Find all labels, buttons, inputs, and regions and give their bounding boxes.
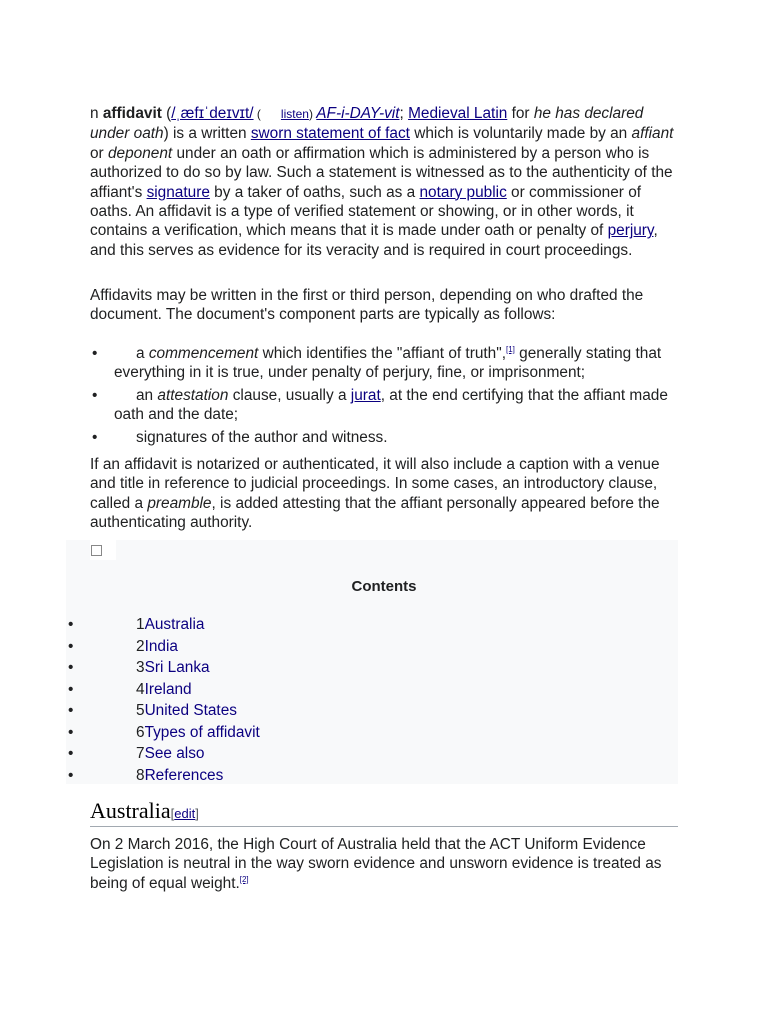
perjury-link[interactable]: perjury bbox=[607, 222, 654, 240]
toc-link[interactable]: Types of affidavit bbox=[144, 723, 260, 741]
toc-number: 7 bbox=[136, 745, 145, 762]
component-list bbox=[90, 344, 680, 450]
bullet-icon: • bbox=[68, 702, 74, 719]
toc-number: 1 bbox=[136, 616, 145, 633]
medieval-latin-link[interactable]: Medieval Latin bbox=[408, 105, 508, 122]
jurat-link[interactable]: jurat bbox=[350, 386, 381, 404]
bullet-text: , at the end certifying that the affiant made oath and the date; bbox=[114, 386, 668, 424]
notarized-paragraph bbox=[90, 455, 680, 533]
bullet-icon: • bbox=[92, 386, 98, 404]
bullet-text: which identifies the "affiant of truth", bbox=[258, 345, 506, 362]
deponent-term: deponent bbox=[107, 144, 173, 162]
para3-text: If an affidavit is notarized or authenticated, it will also include a caption with a venue and title in reference to judicial proceedings. In some cases, an introductory clause, called a bbox=[90, 456, 660, 512]
intro-text-1: ) is a written bbox=[163, 125, 251, 143]
commencement-term: commencement bbox=[148, 345, 259, 362]
toc-number: 5 bbox=[136, 702, 145, 719]
bullet-text: clause, usually a bbox=[228, 386, 351, 404]
respelling-link[interactable]: AF-i-DAY-vit bbox=[316, 105, 400, 122]
toc-title: Contents bbox=[351, 578, 417, 595]
bullet-icon: • bbox=[68, 745, 74, 762]
toc-link[interactable]: References bbox=[144, 766, 224, 784]
list-item bbox=[90, 428, 680, 447]
edit-bracket: ] bbox=[195, 806, 199, 821]
section-heading-australia bbox=[90, 798, 678, 827]
intro-paragraph bbox=[90, 104, 680, 260]
bullet-icon: • bbox=[68, 616, 74, 633]
intro-text-3: or bbox=[90, 144, 108, 162]
notary-public-link[interactable]: notary public bbox=[419, 183, 507, 201]
intro-lead: n bbox=[90, 105, 103, 122]
audio-paren-open: ( bbox=[253, 107, 261, 121]
bullet-icon: • bbox=[68, 766, 74, 784]
bullet-icon: • bbox=[92, 428, 98, 446]
edit-link[interactable]: edit bbox=[174, 806, 196, 821]
for-text: for bbox=[507, 105, 534, 122]
toc-link[interactable]: United States bbox=[144, 702, 237, 719]
list-item bbox=[90, 344, 680, 383]
toc-number: 6 bbox=[136, 723, 145, 741]
bullet-text: an bbox=[136, 386, 158, 404]
preamble-term: preamble bbox=[147, 494, 212, 512]
audio-icon-space bbox=[261, 107, 281, 121]
heading-text: Australia bbox=[90, 798, 171, 823]
audio-paren-close: ) bbox=[308, 107, 317, 121]
citation-link[interactable]: [2] bbox=[239, 874, 249, 884]
affiant-term: affiant bbox=[631, 125, 674, 143]
listen-link[interactable]: listen bbox=[280, 107, 309, 121]
toc-number: 8 bbox=[136, 766, 145, 784]
toc-link[interactable]: India bbox=[144, 637, 178, 655]
signature-link[interactable]: signature bbox=[146, 183, 210, 201]
bullet-icon: • bbox=[68, 637, 74, 655]
australia-paragraph bbox=[90, 835, 680, 893]
ipa-link[interactable]: /ˌæfɪˈdeɪvɪt/ bbox=[171, 105, 254, 122]
article-term: affidavit bbox=[102, 105, 162, 122]
sworn-statement-link[interactable]: sworn statement of fact bbox=[250, 125, 410, 143]
para3-text: , is added attesting that the affiant personally appeared before the authenticating authority. bbox=[90, 494, 660, 532]
intro-text-4: under an oath or affirmation which is administered by a person who is authorized to do so by law. Such a statement is witnessed as to the authenticity of the affiant's bbox=[90, 144, 673, 201]
components-paragraph: Affidavits may be written in the first or third person, depending on who drafted the document. The document's component parts are typically as follows: bbox=[90, 287, 644, 324]
bullet-text: generally stating that everything in it is true, under penalty of perjury, fine, or imprisonment; bbox=[114, 345, 662, 382]
toc-link[interactable]: Sri Lanka bbox=[144, 659, 210, 676]
australia-text: On 2 March 2016, the High Court of Australia held that the ACT Uniform Evidence Legislation is neutral in the way sworn evidence and unsworn evidence is treated as being of equal weight. bbox=[90, 836, 662, 892]
toc-toggle-checkbox[interactable] bbox=[91, 545, 102, 556]
citation-link[interactable]: [1] bbox=[505, 344, 515, 354]
bullet-icon: • bbox=[92, 345, 98, 362]
attestation-term: attestation bbox=[157, 386, 229, 404]
toc-link[interactable]: Australia bbox=[144, 616, 205, 633]
toc-number: 2 bbox=[136, 637, 145, 655]
bullet-icon: • bbox=[68, 659, 74, 676]
toc-link[interactable]: Ireland bbox=[144, 680, 192, 698]
bullet-text: signatures of the author and witness. bbox=[136, 428, 388, 446]
semicolon: ; bbox=[399, 105, 409, 122]
toc-link[interactable]: See also bbox=[144, 745, 205, 762]
toc-number: 3 bbox=[136, 659, 145, 676]
bullet-icon: • bbox=[68, 723, 74, 741]
toc-number: 4 bbox=[136, 680, 145, 698]
bullet-icon: • bbox=[68, 680, 74, 698]
intro-text-7: , and this serves as evidence for its veracity and is required in court proceedings. bbox=[90, 222, 658, 259]
latin-gloss: he has declared under oath bbox=[90, 105, 644, 143]
edit-bracket: [ bbox=[170, 806, 175, 821]
intro-text-6: or commissioner of oaths. An affidavit is a type of verified statement or showing, or in other words, it contains a verification, which means that it is made under oath or penalty of bbox=[90, 183, 642, 240]
intro-text-5: by a taker of oaths, such as a bbox=[209, 183, 420, 201]
list-item bbox=[90, 386, 680, 425]
intro-text-2: which is voluntarily made by an bbox=[409, 125, 632, 143]
edit-section bbox=[171, 806, 199, 821]
bullet-text: a bbox=[136, 345, 149, 362]
paren-open: ( bbox=[161, 105, 172, 122]
